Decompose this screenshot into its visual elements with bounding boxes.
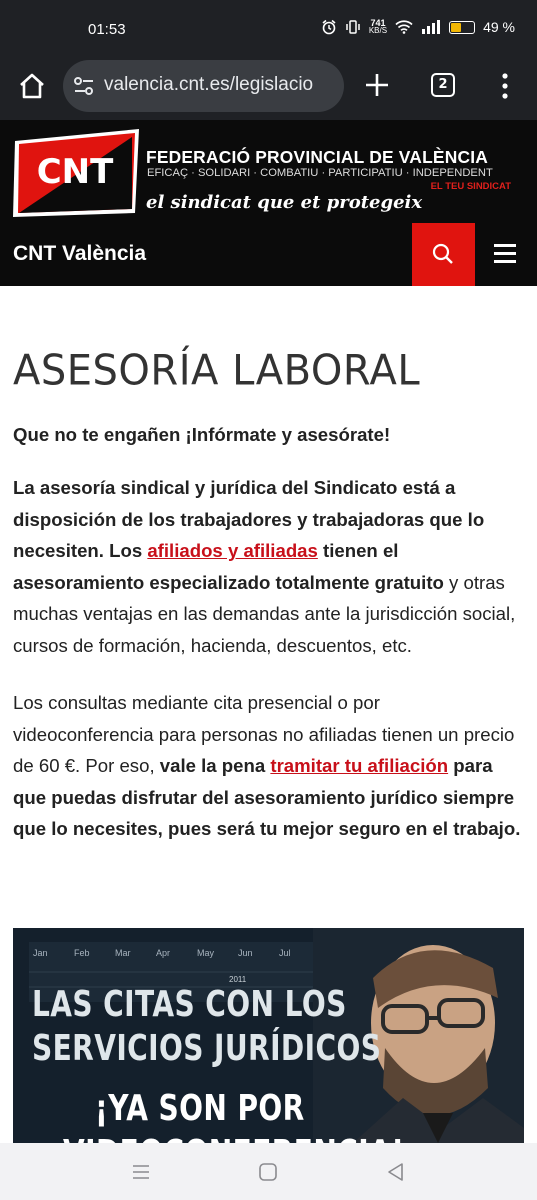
site-name[interactable]: CNT València [13, 242, 147, 265]
cnt-logo[interactable] [13, 127, 141, 217]
status-icons [321, 19, 515, 35]
tab-count: 2 [438, 77, 448, 92]
affiliation-link[interactable]: tramitar tu afiliación [270, 755, 449, 776]
banner-line-2: SERVICIOS JURÍDICOS [32, 1028, 382, 1069]
recents-icon[interactable] [130, 1161, 152, 1183]
tabs-icon[interactable] [431, 73, 455, 97]
site-header [0, 120, 537, 286]
federation-tag: EL TEU SINDICAT [430, 181, 511, 192]
system-navigation-bar [0, 1143, 537, 1200]
calendar-year: 2011 [229, 975, 247, 984]
battery-percent: 49 % [483, 19, 515, 35]
videoconference-banner [13, 928, 524, 1143]
network-speed-unit: KB/S [368, 26, 388, 35]
back-icon[interactable] [385, 1161, 407, 1183]
article [13, 286, 525, 845]
p1-text-2: tienen el asesoramiento especializado totalmente gratuito [13, 540, 444, 593]
plus-icon[interactable] [362, 70, 392, 100]
affiliates-link[interactable]: afiliados y afiliadas [147, 540, 318, 561]
p2-text-1: Los consultas mediante cita presencial o por videoconferencia para personas no afiliadas tienen un precio de 60 €. Por eso, [13, 692, 515, 776]
calendar-month-label: Apr [156, 948, 171, 958]
federation-values: EFICAÇ · SOLIDARI · COMBATIU · PARTICIPATIU · INDEPENDENT [147, 167, 493, 179]
calendar-month-label: Mar [115, 948, 131, 958]
slogan: el sindicat que et protegeix [146, 192, 423, 213]
calendar-month-label: Jul [279, 948, 291, 958]
federation-title: FEDERACIÓ PROVINCIAL DE VALÈNCIA [146, 147, 489, 167]
battery-icon [449, 21, 475, 34]
address-bar[interactable] [63, 60, 344, 112]
search-icon [412, 223, 475, 286]
paragraph-1 [13, 472, 525, 661]
banner-line-1: LAS CITAS CON LOS [32, 984, 347, 1025]
calendar-month-label: Jun [238, 948, 253, 958]
paragraph-2 [13, 687, 525, 845]
logo-text: CNT [36, 152, 114, 192]
site-info-icon[interactable] [73, 76, 95, 96]
status-bar [0, 0, 537, 56]
home-icon[interactable] [16, 70, 48, 102]
p1-text-1: La asesoría sindical y jurídica del Sindicato está a disposición de los trabajadores y trabajadoras que lo necesiten. Los [13, 477, 485, 561]
network-speed-value: 741 [370, 18, 386, 28]
hamburger-icon[interactable] [494, 244, 516, 264]
more-vert-icon[interactable] [498, 72, 512, 100]
home-nav-icon[interactable] [257, 1161, 279, 1183]
p1-text-3: y otras muchas ventajas en las demandas ante la jurisdicción social, cursos de formación, hacienda, descuentos, etc. [13, 571, 516, 656]
vibrate-icon [345, 19, 361, 35]
page-title: ASESORÍA LABORAL [13, 346, 421, 396]
url-text[interactable]: valencia.cnt.es/legislacio [104, 74, 314, 95]
network-speed [369, 19, 387, 35]
calendar-month-label: May [197, 948, 215, 958]
calendar-month-label: Jan [33, 948, 48, 958]
p2-text-2: vale la pena [159, 755, 271, 776]
alarm-icon [321, 19, 337, 35]
status-time: 01:53 [88, 21, 126, 38]
p2-text-3: para que puedas disfrutar del asesoramiento jurídico siempre que lo necesites, pues será tu mejor seguro en el trabajo. [13, 755, 521, 839]
wifi-icon [395, 20, 413, 34]
signal-icon [421, 20, 441, 34]
browser-toolbar [0, 56, 537, 120]
banner-line-3: ¡YA SON POR [95, 1088, 305, 1129]
article-lead: Que no te engañen ¡Infórmate y asesórate! [13, 424, 391, 445]
search-button[interactable] [412, 223, 475, 286]
calendar-month-label: Feb [74, 948, 90, 958]
